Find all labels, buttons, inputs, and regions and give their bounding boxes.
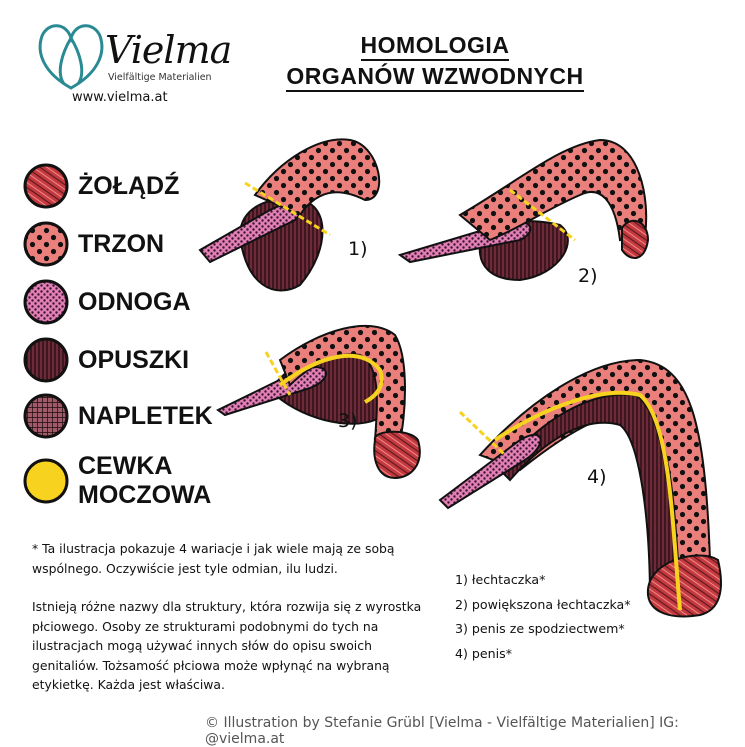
legend-label: ŻOŁĄDŹ [78,171,180,200]
title-line-1: HOMOLOGIA [361,32,510,61]
logo-tagline: Vielfältige Materialien [108,72,212,83]
variant-item: 2) powiększona łechtaczka* [455,596,631,612]
figure-2-label: 2) [578,265,598,287]
figure-3-label: 3) [338,410,358,432]
footnote-paragraph-2: Istnieją różne nazwy dla struktury, która rozwija się z wyrostka płciowego. Osoby ze strukturami podobnymi do tych na ilustracjach mogą używać innych słów do opisu swoich genitaliów. Tożsamość płciowa może wpłynąć na wybraną etykietkę. Każda jest właściwa. [32,599,422,692]
figure-3 [218,326,420,478]
copyright-footer: © Illustration by Stefanie Grübl [Vielma - Vielfältige Materialien] IG: @vielma.at [205,715,679,747]
footnote-paragraph-1: * Ta ilustracja pokazuje 4 wariacje i jak wiele mają ze sobą wspólnego. Oczywiście jest tyle odmian, ilu ludzi. [32,541,395,576]
legend-label: ODNOGA [78,287,191,316]
logo-wordmark: Vielma [105,28,232,72]
variant-item: 4) penis* [455,645,513,661]
figure-2 [400,140,648,280]
footnote [32,539,442,714]
figure-1 [200,139,379,290]
variant-item: 3) penis ze spodziectwem* [455,621,625,636]
figure-4-label: 4) [587,466,607,488]
title-line-2: ORGANÓW WZWODNYCH [286,63,583,92]
legend-label: TRZON [78,229,165,258]
legend-label: NAPLETEK [78,401,213,430]
logo-url-link[interactable]: www.vielma.at [72,90,168,105]
variant-list [455,568,631,666]
figure-1-label: 1) [348,238,368,260]
variant-item: 1) łechtaczka* [455,572,546,587]
legend-label: OPUSZKI [78,345,190,374]
legend-label: CEWKA MOCZOWA [78,452,212,509]
